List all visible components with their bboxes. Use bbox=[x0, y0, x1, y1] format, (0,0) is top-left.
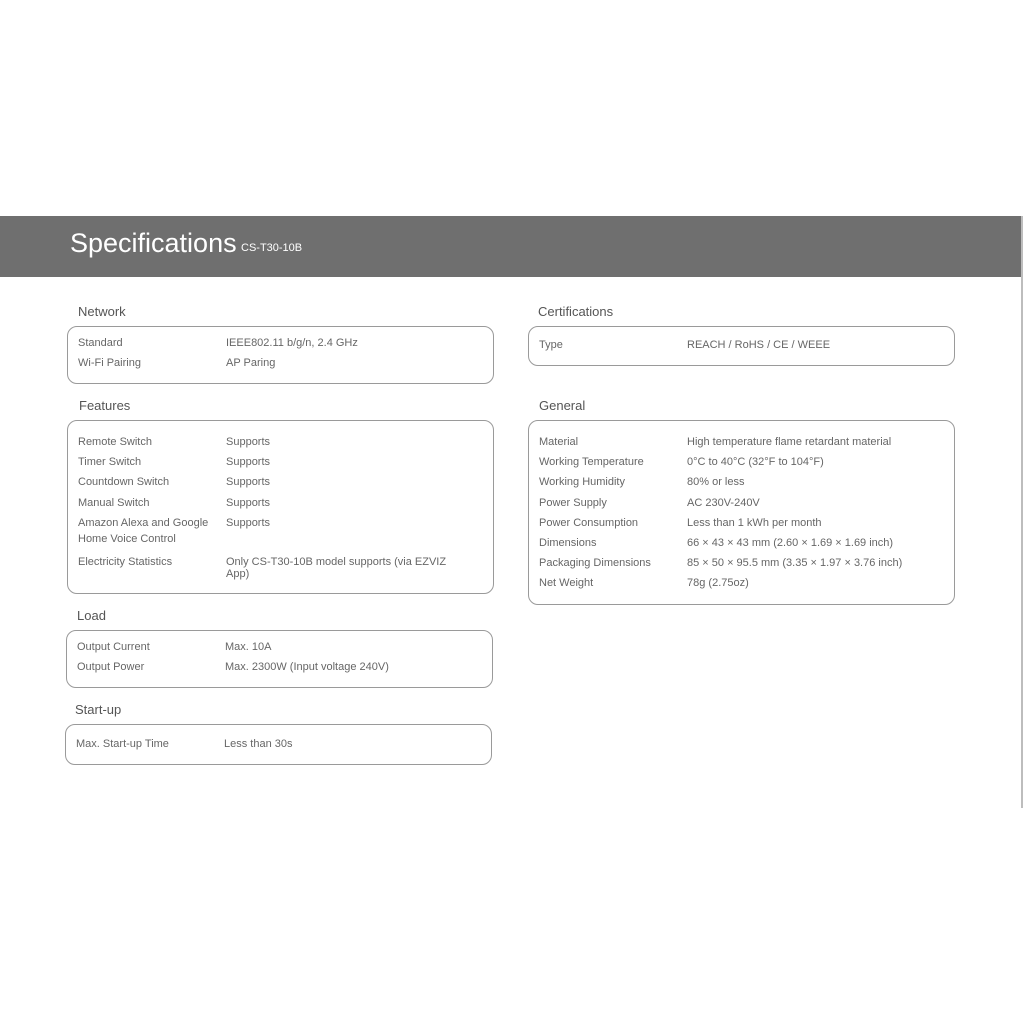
section-title-general: General bbox=[539, 398, 586, 413]
section-title-network: Network bbox=[78, 304, 126, 319]
section-certifications bbox=[528, 326, 955, 366]
spec-value: High temperature flame retardant material bbox=[687, 436, 892, 448]
section-features bbox=[67, 420, 494, 594]
spec-value: Less than 1 kWh per month bbox=[687, 516, 822, 529]
section-title-load: Load bbox=[77, 608, 106, 623]
spec-label: Electricity Statistics bbox=[78, 555, 173, 568]
spec-label: Net Weight bbox=[539, 577, 594, 590]
spec-value: 0°C to 40°C (32°F to 104°F) bbox=[687, 456, 824, 469]
spec-value: Only CS-T30-10B model supports (via EZVIZ App) bbox=[226, 555, 447, 580]
spec-label: Working Humidity bbox=[539, 476, 625, 489]
spec-value: Supports bbox=[226, 496, 271, 509]
spec-value: 78g (2.75oz) bbox=[687, 577, 749, 590]
spec-value: AP Paring bbox=[226, 357, 276, 370]
spec-value: Max. 2300W (Input voltage 240V) bbox=[225, 661, 389, 674]
spec-value: Supports bbox=[226, 516, 271, 529]
spec-value: AC 230V-240V bbox=[687, 496, 760, 509]
spec-label: Working Temperature bbox=[539, 456, 644, 469]
spec-value: 85 × 50 × 95.5 mm (3.35 × 1.97 × 3.76 inch) bbox=[687, 557, 903, 570]
spec-label: Amazon Alexa and Google Home Voice Control bbox=[78, 516, 209, 545]
section-title-certifications: Certifications bbox=[538, 304, 614, 319]
spec-value: Supports bbox=[226, 456, 271, 469]
spec-label: Output Power bbox=[77, 661, 145, 674]
spec-label: Power Consumption bbox=[539, 516, 639, 529]
spec-label: Remote Switch bbox=[78, 436, 152, 448]
spec-value: 80% or less bbox=[687, 476, 745, 489]
spec-label: Max. Start-up Time bbox=[76, 738, 169, 750]
spec-value: 66 × 43 × 43 mm (2.60 × 1.69 × 1.69 inch) bbox=[687, 537, 894, 549]
spec-value: REACH / RoHS / CE / WEEE bbox=[687, 339, 831, 351]
spec-label: Material bbox=[539, 436, 579, 448]
spec-label: Manual Switch bbox=[78, 496, 150, 509]
spec-label: Dimensions bbox=[539, 537, 597, 549]
page-edge-divider bbox=[1021, 216, 1023, 808]
section-network bbox=[67, 326, 494, 384]
spec-value: Max. 10A bbox=[225, 641, 272, 653]
spec-value: Less than 30s bbox=[224, 738, 293, 750]
spec-label: Output Current bbox=[77, 641, 150, 653]
section-title-features: Features bbox=[79, 398, 131, 413]
spec-label: Countdown Switch bbox=[78, 476, 170, 489]
section-general bbox=[528, 420, 955, 605]
spec-label: Timer Switch bbox=[78, 456, 142, 469]
spec-label: Wi-Fi Pairing bbox=[78, 357, 141, 370]
spec-label: Standard bbox=[78, 337, 123, 349]
spec-value: IEEE802.11 b/g/n, 2.4 GHz bbox=[226, 337, 358, 349]
spec-label: Type bbox=[539, 339, 563, 351]
spec-label: Packaging Dimensions bbox=[539, 557, 651, 570]
model-number: CS-T30-10B bbox=[241, 242, 303, 254]
page-title: Specifications bbox=[70, 228, 237, 258]
section-startup bbox=[65, 724, 492, 765]
section-load bbox=[66, 630, 493, 688]
spec-value: Supports bbox=[226, 476, 271, 489]
section-title-startup: Start-up bbox=[75, 702, 122, 717]
spec-label: Power Supply bbox=[539, 496, 607, 509]
spec-value: Supports bbox=[226, 436, 271, 448]
